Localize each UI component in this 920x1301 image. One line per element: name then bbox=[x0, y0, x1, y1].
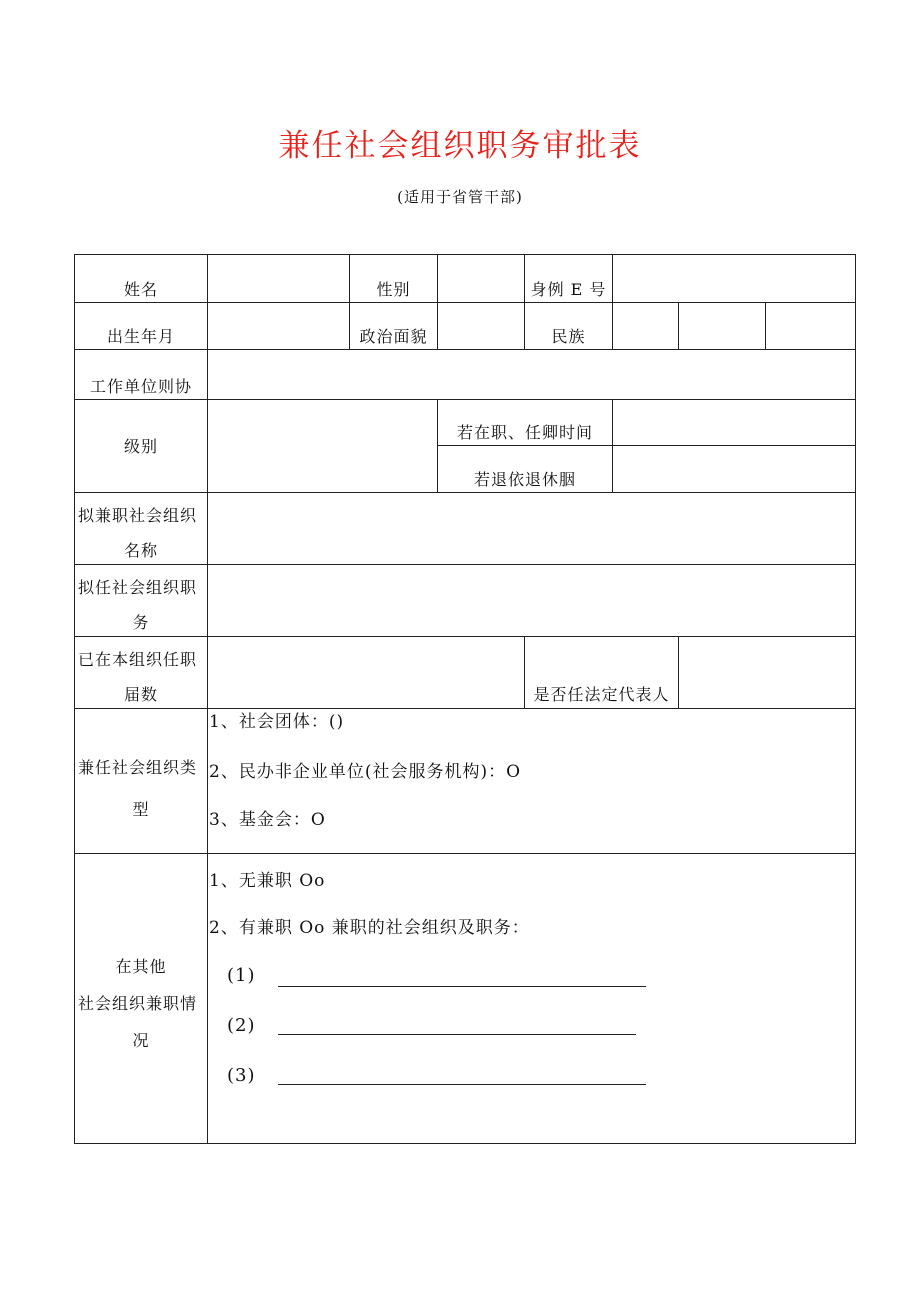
other-jobs-label: 在其他 bbox=[115, 957, 167, 976]
political-status-field[interactable] bbox=[438, 303, 523, 348]
org-type-label-cont: 型 bbox=[132, 800, 150, 819]
id-number-label: 身例 E 号 bbox=[530, 280, 607, 299]
blank-number: (3) bbox=[227, 1065, 256, 1086]
work-unit-label: 工作单位则协 bbox=[89, 377, 192, 396]
ethnicity-field[interactable] bbox=[613, 303, 677, 348]
if-retired-label: 若退依退休胭 bbox=[473, 470, 576, 489]
gender-label: 性别 bbox=[376, 280, 411, 299]
org-type-option-foundation[interactable]: 3、基金会：O bbox=[209, 810, 326, 830]
form-title: 兼任社会组织职务审批表 bbox=[278, 128, 642, 164]
form-subtitle: (适用于省管干部) bbox=[397, 188, 523, 206]
other-jobs-label-end: 况 bbox=[132, 1031, 150, 1050]
blank-number: (2) bbox=[227, 1015, 256, 1036]
birth-label: 出生年月 bbox=[106, 327, 175, 346]
legal-rep-field[interactable] bbox=[679, 637, 854, 707]
political-status-label: 政治面貌 bbox=[359, 327, 428, 346]
org-type-option-social-group[interactable]: 1、社会团体：() bbox=[209, 712, 345, 732]
rank-label: 级别 bbox=[123, 437, 158, 456]
gender-field[interactable] bbox=[438, 256, 523, 301]
retirement-time-field[interactable] bbox=[613, 446, 854, 491]
approval-form-table bbox=[74, 254, 856, 1144]
blank-number: (1) bbox=[227, 965, 256, 986]
if-employed-label: 若在职、任卿时间 bbox=[456, 423, 593, 442]
work-unit-field[interactable] bbox=[208, 350, 854, 398]
position-field[interactable] bbox=[208, 565, 854, 635]
blank-line[interactable] bbox=[278, 1034, 636, 1035]
org-type-option-private-nonprofit[interactable]: 2、民办非企业单位(社会服务机构)：O bbox=[209, 762, 522, 782]
org-name-label-cont: 名称 bbox=[123, 541, 158, 560]
blank-cell[interactable] bbox=[679, 303, 764, 348]
ethnicity-label: 民族 bbox=[551, 327, 586, 346]
row-divider bbox=[75, 708, 855, 709]
terms-field[interactable] bbox=[208, 637, 523, 707]
appointment-time-field[interactable] bbox=[613, 400, 854, 444]
legal-rep-label: 是否任法定代表人 bbox=[533, 685, 670, 704]
other-jobs-label-cont: 社会组织兼职情 bbox=[78, 994, 198, 1013]
row-divider bbox=[75, 853, 855, 854]
other-jobs-option-none[interactable]: 1、无兼职 Oo bbox=[209, 871, 326, 891]
position-label: 拟任社会组织职 bbox=[78, 578, 198, 597]
terms-label: 已在本组织任职 bbox=[78, 650, 198, 669]
blank-line[interactable] bbox=[278, 1084, 646, 1085]
id-number-field[interactable] bbox=[613, 256, 854, 301]
name-label: 姓名 bbox=[123, 280, 158, 299]
name-field[interactable] bbox=[208, 256, 348, 301]
blank-cell[interactable] bbox=[766, 303, 854, 348]
rank-field[interactable] bbox=[208, 400, 436, 491]
org-name-label: 拟兼职社会组织 bbox=[78, 506, 198, 525]
other-jobs-option-has[interactable]: 2、有兼职 Oo 兼职的社会组织及职务： bbox=[209, 918, 530, 938]
blank-line[interactable] bbox=[278, 986, 646, 987]
position-label-cont: 务 bbox=[132, 613, 150, 632]
org-name-field[interactable] bbox=[208, 493, 854, 563]
org-type-label: 兼任社会组织类 bbox=[78, 758, 198, 777]
birth-field[interactable] bbox=[208, 303, 348, 348]
terms-label-cont: 届数 bbox=[123, 685, 158, 704]
